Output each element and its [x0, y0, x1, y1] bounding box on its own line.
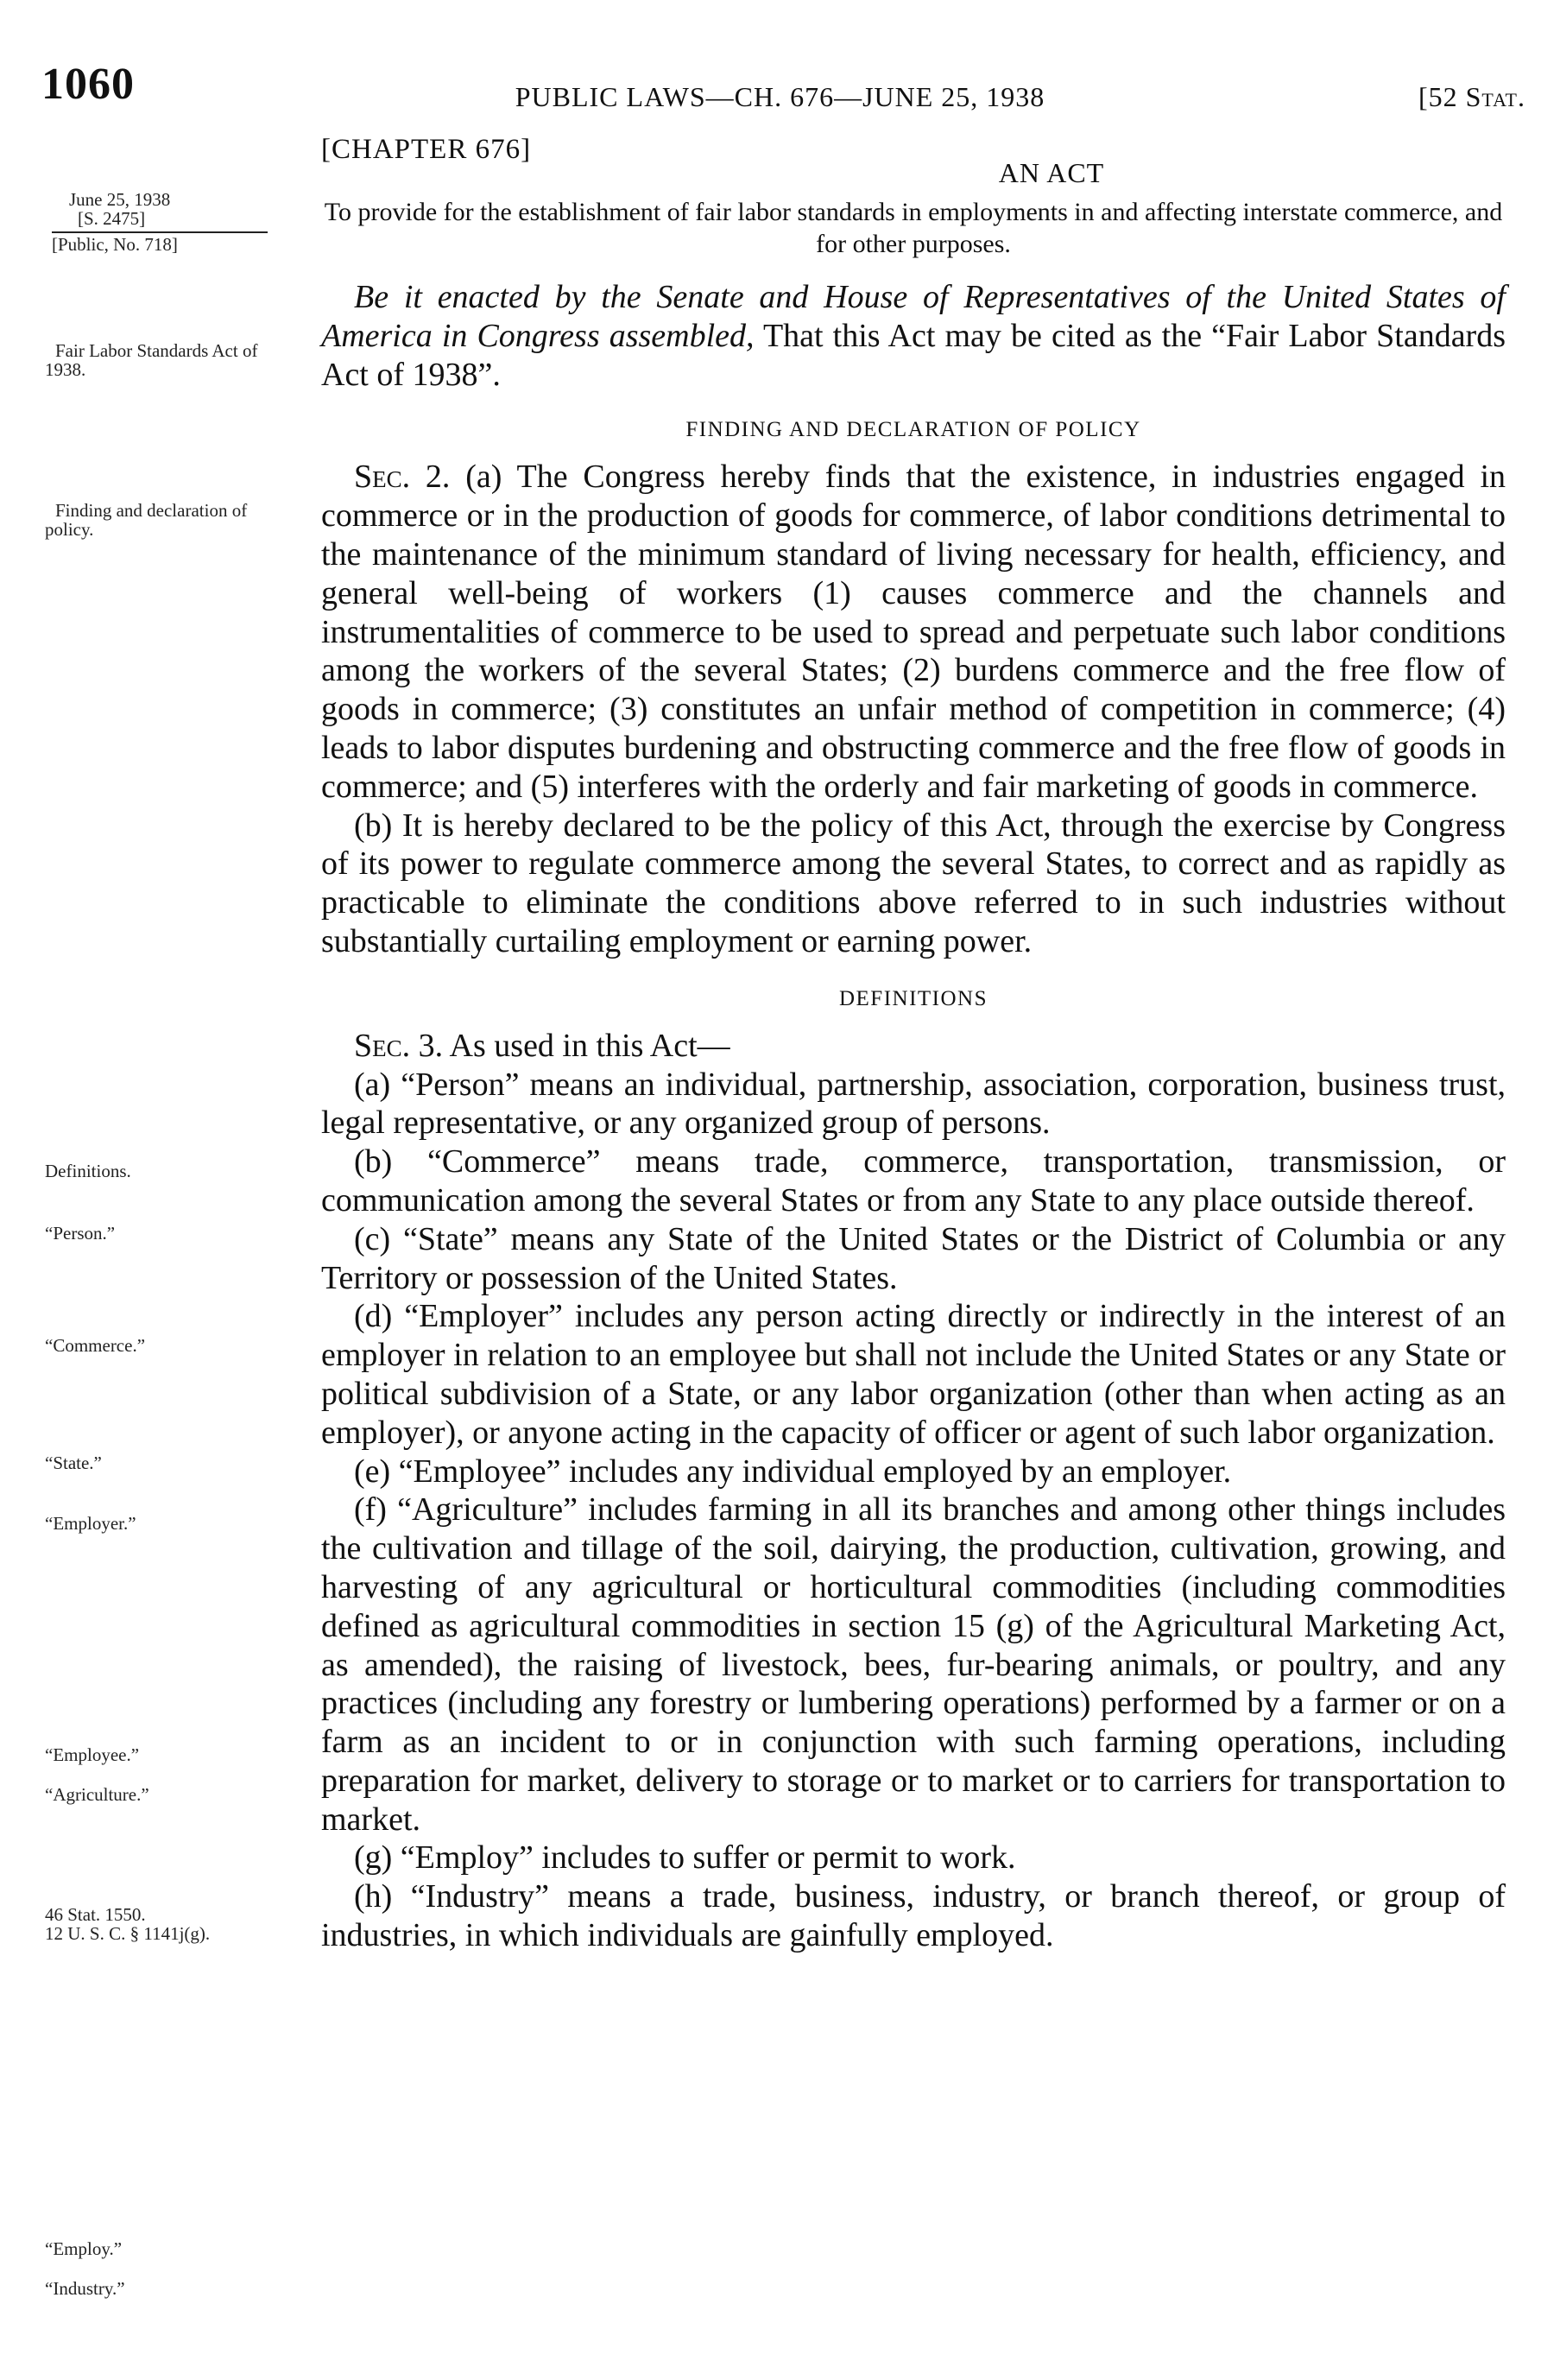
margin-note-bill: [S. 2475] [78, 208, 146, 230]
section-3-intro [321, 1027, 1506, 1066]
section-2-heading: FINDING AND DECLARATION OF POLICY [685, 418, 1141, 442]
margin-note-statute-citation [45, 1905, 210, 1943]
margin-note-usc: 12 U. S. C. § 1141j(g). [45, 1923, 211, 1945]
enacting-clause-rest: That this Act may be cited as the “Fair Labor Standards Act of 1938”. [321, 317, 1506, 393]
enacting-clause-italic: Be it enacted by the Senate and House of Representatives of the United States of America in Congress assembled, [321, 279, 1506, 354]
section-2-para-a [321, 458, 1506, 806]
margin-note-divider [52, 230, 268, 233]
enacting-clause [321, 278, 1506, 394]
definition-employ: (g) “Employ” includes to suffer or permit to work. [354, 1839, 1016, 1877]
section-2-para-a-text: (a) The Congress hereby finds that the existence, in industries engaged in commerce or in the production of goods for commerce, of labor conditions detrimental to the maintenance of the minimum standard of living necessary for health, efficiency, and general well-being of workers (1) causes commerce and the channels and instrumentalities of commerce to be used to spread and perpetuate such labor conditions among the workers of the several States; (2) burdens commerce and the free flow of goods in commerce; (3) constitutes an unfair method of competition in commerce; (4) leads to labor disputes burdening and obstructing commerce and the free flow of goods in commerce; and (5) interferes with the orderly and fair marketing of goods in commerce. [321, 459, 1506, 805]
margin-note-agriculture: “Agriculture.” [45, 1784, 149, 1805]
section-3-heading: DEFINITIONS [838, 986, 988, 1010]
section-3-label: Sec. 3. [354, 1027, 444, 1064]
margin-note-state: “State.” [45, 1453, 102, 1473]
section-3-intro-text: As used in this Act— [449, 1027, 730, 1064]
margin-note-short-title: Fair Labor Standards Act of 1938. [45, 340, 258, 381]
margin-note-industry: “Industry.” [45, 2278, 125, 2299]
section-2-para-b: (b) It is hereby declared to be the policy of this Act, through the exercise by Congress of its power to regulate commerce among the several States, to correct and as rapidly as practicable to eliminate the conditions above referred to in such industries without substantially curtailing employment or earning power. [321, 807, 1506, 959]
margin-note-employ: “Employ.” [45, 2238, 123, 2259]
margin-note-commerce: “Commerce.” [45, 1335, 146, 1356]
act-title: To provide for the establishment of fair labor standards in employments in and affecting interstate commerce, and for other purposes. [324, 198, 1503, 258]
page-number: 1060 [41, 60, 135, 109]
statute-reference: [52 Stat. [1418, 81, 1525, 112]
running-head: PUBLIC LAWS—CH. 676—JUNE 25, 1938 [515, 81, 1045, 112]
margin-note-date: June 25, 1938 [69, 189, 171, 210]
definition-employee: (e) “Employee” includes any individual employed by an employer. [354, 1453, 1232, 1490]
margin-note-definitions: Definitions. [45, 1161, 131, 1181]
main-text-column [321, 134, 1506, 1955]
margin-note-finding: Finding and declaration of policy. [45, 500, 248, 541]
definition-employer: (d) “Employer” includes any person acting directly or indirectly in the interest of an employer in relation to an employee but shall not include the United States or any State or political subdivision of a State, or any labor organization (other than when acting as an employer), or anyone acting in the capacity of officer or agent of such labor organization. [321, 1298, 1506, 1451]
margin-note-employer: “Employer.” [45, 1513, 136, 1534]
definition-state: (c) “State” means any State of the United States or the District of Columbia or any Territory or possession of the United States. [321, 1220, 1506, 1296]
act-heading: AN ACT [998, 157, 1105, 188]
chapter-label: [CHAPTER 676] [321, 134, 532, 165]
definition-person: (a) “Person” means an individual, partnership, association, corporation, business trust, legal representative, or any organized group of persons. [321, 1066, 1506, 1142]
margin-note-date-block [45, 190, 295, 254]
definition-agriculture: (f) “Agriculture” includes farming in all its branches and among other things includes the cultivation and tillage of the soil, dairying, the production, cultivation, growing, and harvesting of any agricultural or horticultural commodities (including commodities defined as agricultural commodities in section 15 (g) of the Agricultural Marketing Act, as amended), the raising of livestock, bees, fur-bearing animals, or poultry, and any practices (including any forestry or lumbering operations) performed by a farmer or on a farm as an incident to or in conjunction with such farming operations, including preparation for market, delivery to storage or to market or to carriers for transportation to market. [321, 1491, 1506, 1838]
margin-note-stat-1550: 46 Stat. 1550. [45, 1904, 146, 1925]
margin-note-employee: “Employee.” [45, 1744, 140, 1765]
margin-note-person: “Person.” [45, 1223, 116, 1244]
definition-industry: (h) “Industry” means a trade, business, industry, or branch thereof, or group of industries, in which individuals are gainfully employed. [321, 1878, 1506, 1954]
definition-commerce: (b) “Commerce” means trade, commerce, transportation, transmission, or communication among the several States or from any State to any place outside thereof. [321, 1143, 1506, 1218]
margin-note-public-no: [Public, No. 718] [52, 234, 178, 256]
section-2-label: Sec. 2. [354, 459, 451, 496]
